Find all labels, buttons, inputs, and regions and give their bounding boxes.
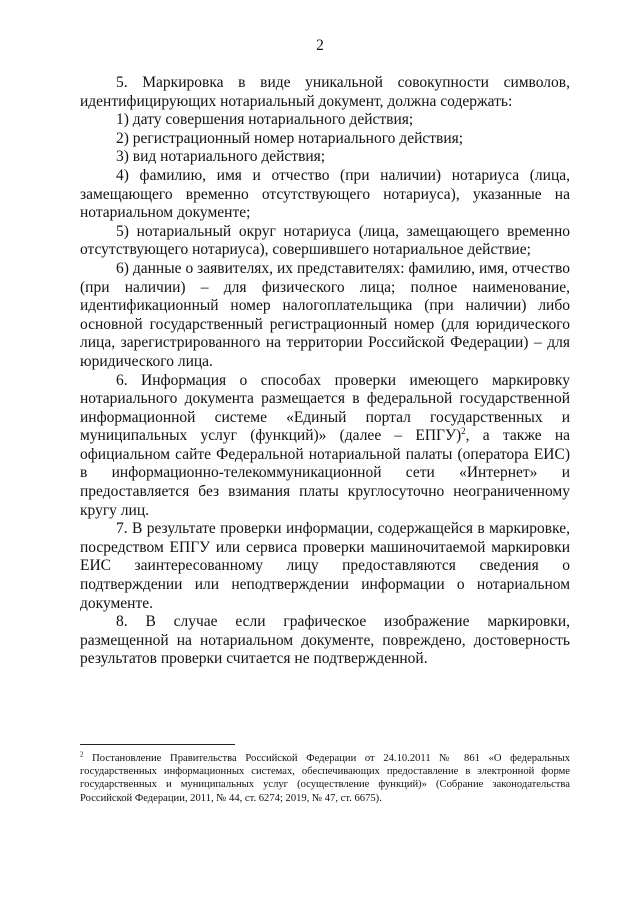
paragraph-5-item-5: 5) нотариальный округ нотариуса (лица, замещающего временно отсутствующего нотариуса), совершившего нотариальное действие;	[80, 222, 570, 259]
paragraph-5-item-1: 1) дату совершения нотариального действия;	[116, 111, 414, 129]
footnote-text: Постановление Правительства Российской Федерации от 24.10.2011 № 861 «О федеральных государственных информационных системах, обеспечивающих предоставление в электронной форме государственных и муниципальных услуг (осуществление функций)» (Собрание законодательства Российской Федерации, 2011, № 44, ст. 6274; 2019, № 47, ст. 6675).	[80, 753, 570, 804]
paragraph-7: 7. В результате проверки информации, содержащейся в маркировке, посредством ЕПГУ или сервиса проверки машиночитаемой маркировки ЕИС заинтересованному лицу предоставляются сведения о подтверждении или неподтверждении информации о нотариальном документе.	[80, 520, 570, 612]
page-number: 2	[316, 37, 324, 54]
paragraph-5-intro: 5. Маркировка в виде уникальной совокупности символов, идентифицирующих нотариальный документ, должна содержать:	[80, 74, 570, 110]
footnote-divider	[80, 744, 235, 745]
paragraph-5-item-3: 3) вид нотариального действия;	[116, 148, 326, 166]
paragraph-6	[80, 372, 570, 521]
paragraph-6-text-end: , а также на официальном сайте Федеральной нотариальной палаты (оператора ЕИС) в информационно-телекоммуникационной сети «Интернет» и предоставляется без взимания платы круглосуточно неограниченному кругу лиц.	[80, 427, 571, 519]
footnote-marker: 2	[80, 750, 84, 759]
footnote	[80, 752, 570, 805]
paragraph-6-text-start: 6. Информация о способах проверки имеющего маркировку нотариального документа размещается в федеральной государственной информационной системе «Единый портал государственных и муниципальных услуг (функций)» (далее – ЕПГУ)	[80, 371, 570, 445]
document-body	[80, 74, 570, 669]
paragraph-5-item-2: 2) регистрационный номер нотариального действия;	[116, 129, 464, 147]
paragraph-8: 8. В случае если графическое изображение маркировки, размещенной на нотариальном документе, повреждено, достоверность результатов проверки считается не подтвержденной.	[80, 613, 570, 668]
paragraph-5-item-6: 6) данные о заявителях, их представителях: фамилию, имя, отчество (при наличии) – для физического лица; полное наименование, идентификационный номер налогоплательщика (при наличии) либо основной государственный регистрационный номер (для юридического лица, зарегистрированного на территории Российской Федерации) – для юридического лица.	[80, 259, 570, 370]
footnote-reference: 2	[461, 426, 466, 437]
paragraph-5-item-4: 4) фамилию, имя и отчество (при наличии) нотариуса (лица, замещающего временно отсутствующего нотариуса), указанные на нотариальном документе;	[80, 166, 570, 222]
